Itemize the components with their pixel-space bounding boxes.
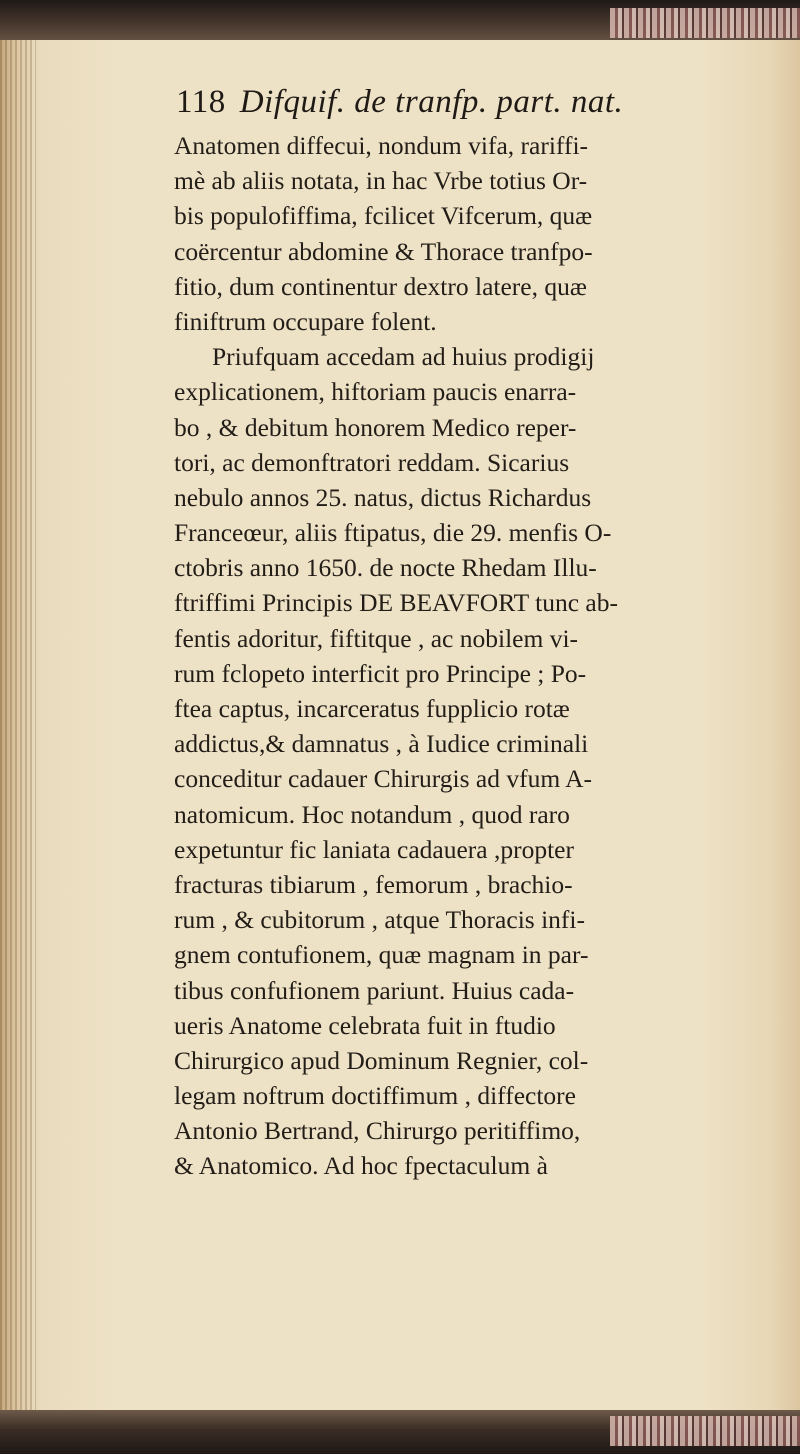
headband-top bbox=[610, 8, 800, 38]
text-line: conceditur cadauer Chirurgis ad vfum A- bbox=[174, 764, 593, 794]
text-line: legam noftrum doctiffimum , diffectore bbox=[174, 1081, 576, 1111]
text-line: gnem contufionem, quæ magnam in par- bbox=[174, 940, 589, 970]
text-line: & Anatomico. Ad hoc fpectaculum à bbox=[174, 1151, 548, 1181]
text-line: fitio, dum continentur dextro latere, quæ bbox=[174, 271, 587, 301]
text-line: rum , & cubitorum , atque Thoracis infi- bbox=[174, 905, 585, 935]
text-line: addictus,& damnatus , à Iudice criminali bbox=[174, 729, 589, 759]
text-line: bo , & debitum honorem Medico reper- bbox=[174, 412, 577, 442]
text-line: Antonio Bertrand, Chirurgo peritiffimo, bbox=[174, 1116, 581, 1146]
text-line: explicationem, hiftoriam paucis enarra- bbox=[174, 377, 577, 407]
page-header bbox=[176, 84, 623, 121]
text-line: mè ab aliis notata, in hac Vrbe totius Or- bbox=[174, 166, 588, 196]
text-line: tibus confufionem pariunt. Huius cada- bbox=[174, 975, 575, 1005]
text-line: finiftrum occupare folent. bbox=[174, 306, 437, 336]
body-text bbox=[174, 128, 734, 1184]
text-line: coërcentur abdomine & Thorace tranfpo- bbox=[174, 236, 593, 266]
text-line: natomicum. Hoc notandum , quod raro bbox=[174, 799, 570, 829]
text-line: fentis adoritur, fiftitque , ac nobilem vi- bbox=[174, 623, 579, 653]
text-line: Chirurgico apud Dominum Regnier, col- bbox=[174, 1045, 589, 1075]
text-line: fracturas tibiarum , femorum , brachio- bbox=[174, 869, 573, 899]
text-line: tori, ac demonftratori reddam. Sicarius bbox=[174, 447, 570, 477]
text-line: bis populofiffima, fcilicet Vifcerum, quæ bbox=[174, 201, 593, 231]
text-line: ftea captus, incarceratus fupplicio rotæ bbox=[174, 694, 570, 723]
text-line: nebulo annos 25. natus, dictus Richardus bbox=[174, 482, 592, 512]
text-line: rum fclopeto interficit pro Principe ; Po- bbox=[174, 658, 587, 688]
text-line: Priufquam accedam ad huius prodigij bbox=[212, 342, 595, 372]
headband-bottom bbox=[610, 1416, 800, 1446]
text-line: Anatomen diffecui, nondum vifa, rariffi- bbox=[174, 131, 589, 160]
text-line: ftriffimi Principis DE BEAVFORT tunc ab- bbox=[174, 588, 618, 618]
text-line: expetuntur fic laniata cadauera ,propter bbox=[174, 834, 574, 864]
page-number: 118 bbox=[176, 84, 226, 120]
running-title: Difquif. de tranfp. part. nat. bbox=[239, 84, 624, 120]
text-line: ctobris anno 1650. de nocte Rhedam Illu- bbox=[174, 553, 597, 583]
text-line: ueris Anatome celebrata fuit in ftudio bbox=[174, 1010, 556, 1040]
text-line: Franceœur, aliis ftipatus, die 29. menfis O- bbox=[174, 518, 612, 548]
